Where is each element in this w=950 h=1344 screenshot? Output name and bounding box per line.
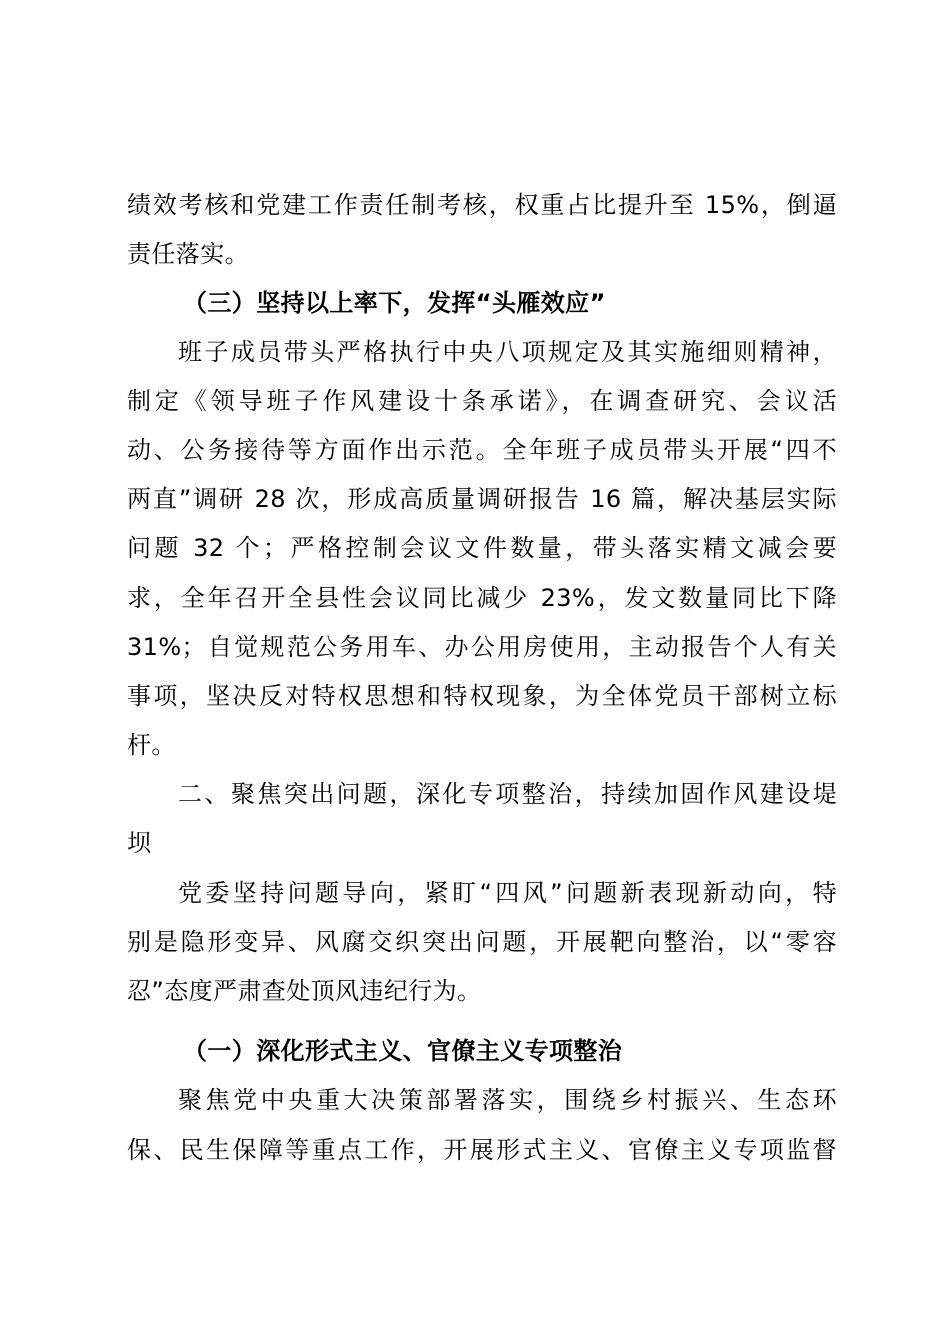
body-text-line: 制定《领导班子作风建设十条承诺》，在调查研究、会议活 bbox=[127, 387, 837, 415]
section-heading-2: 二、聚焦突出问题，深化专项整治，持续加固作风建设堤 bbox=[178, 780, 837, 808]
body-text-line: 绩效考核和党建工作责任制考核，权重占比提升至 15%，倒逼 bbox=[127, 191, 837, 219]
body-text-line: 忍”态度严肃查处顶风违纪行为。 bbox=[127, 977, 482, 1005]
subheading-3: （三）坚持以上率下，发挥“头雁效应” bbox=[183, 289, 606, 317]
body-text-line: 杆。 bbox=[127, 731, 176, 759]
body-text-line: 别是隐形变异、风腐交织突出问题，开展靶向整治，以“零容 bbox=[127, 928, 837, 956]
section-heading-2-cont: 坝 bbox=[127, 829, 152, 857]
body-text-line: 动、公务接待等方面作出示范。全年班子成员带头开展“四不 bbox=[127, 436, 837, 464]
body-text-line: 求，全年召开全县性会议同比减少 23%，发文数量同比下降 bbox=[127, 584, 837, 612]
body-text-line: 责任落实。 bbox=[127, 240, 249, 268]
body-text-line: 事项，坚决反对特权思想和特权现象，为全体党员干部树立标 bbox=[127, 682, 837, 710]
body-text-line: 党委坚持问题导向，紧盯“四风”问题新表现新动向，特 bbox=[178, 879, 837, 907]
subheading-1: （一）深化形式主义、官僚主义专项整治 bbox=[183, 1037, 623, 1065]
body-text-line: 保、民生保障等重点工作，开展形式主义、官僚主义专项监督 bbox=[127, 1136, 837, 1164]
body-text-line: 问题 32 个；严格控制会议文件数量，带头落实精文减会要 bbox=[127, 534, 837, 562]
body-text-line: 31%；自觉规范公务用车、办公用房使用，主动报告个人有关 bbox=[127, 633, 837, 661]
body-text-line: 聚焦党中央重大决策部署落实，围绕乡村振兴、生态环 bbox=[178, 1086, 837, 1114]
body-text-line: 两直”调研 28 次，形成高质量调研报告 16 篇，解决基层实际 bbox=[127, 485, 837, 513]
body-text-line: 班子成员带头严格执行中央八项规定及其实施细则精神， bbox=[178, 338, 837, 366]
